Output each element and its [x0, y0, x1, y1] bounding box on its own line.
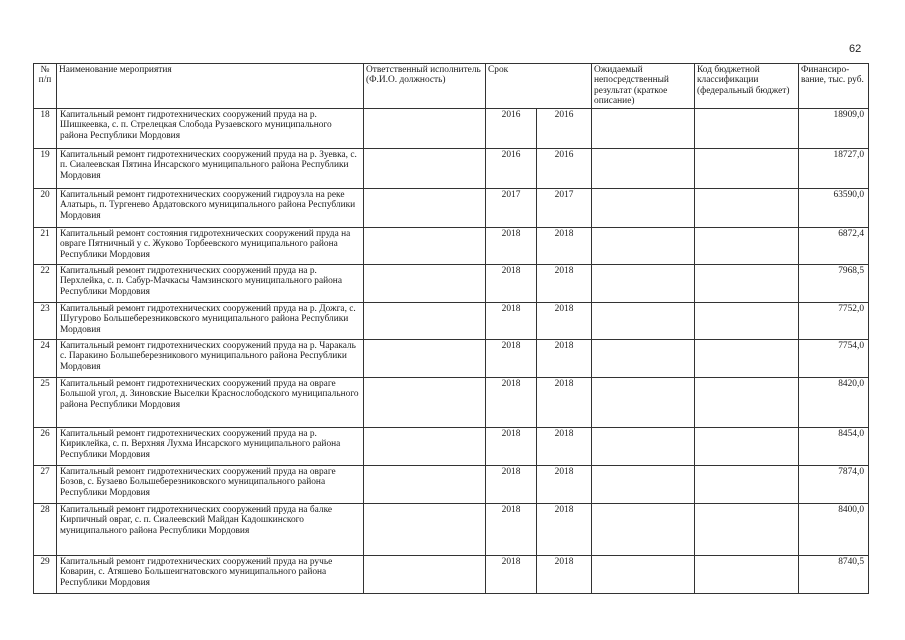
row-name: Капитальный ремонт состояния гидротехнических сооружений пруда на овраге Пятничный у с. Жуково Торбеевского муниципального района Республики Мордовия	[57, 228, 364, 265]
row-num: 18	[34, 109, 57, 149]
row-num: 28	[34, 504, 57, 556]
row-name: Капитальный ремонт гидротехнических сооружений пруда на овраге Большой угол, д. Зиновские Выселки Краснослободского муниципального района Республики Мордовия	[57, 378, 364, 428]
row-financing: 8740,5	[799, 556, 869, 594]
table-row	[34, 303, 869, 340]
row-result	[592, 265, 695, 303]
row-budget-code	[695, 303, 799, 340]
row-name: Капитальный ремонт гидротехнических сооружений пруда на р. Зуевка, с. п. Сиалеевская Пятина Инсарского муниципального района Республики Мордовия	[57, 149, 364, 189]
row-end-year: 2018	[537, 340, 592, 378]
row-start-year: 2018	[486, 466, 537, 504]
row-start-year: 2018	[486, 378, 537, 428]
row-name: Капитальный ремонт гидротехнических сооружений гидроузла на реке Алатырь, п. Тургенево Ардатовского муниципального района Республики Мордовия	[57, 189, 364, 228]
events-table	[33, 63, 869, 594]
row-budget-code	[695, 428, 799, 466]
row-responsible	[364, 340, 486, 378]
table-row	[34, 189, 869, 228]
row-start-year: 2017	[486, 189, 537, 228]
row-name: Капитальный ремонт гидротехнических сооружений пруда на р. Шишкеевка, с. п. Стрелецкая Слобода Рузаевского муниципального района Республики Мордовия	[57, 109, 364, 149]
row-num: 19	[34, 149, 57, 189]
row-financing: 18909,0	[799, 109, 869, 149]
table-row	[34, 466, 869, 504]
table-row	[34, 109, 869, 149]
row-responsible	[364, 378, 486, 428]
row-responsible	[364, 109, 486, 149]
row-num: 22	[34, 265, 57, 303]
row-budget-code	[695, 340, 799, 378]
header-responsible: Ответственный исполнитель (Ф.И.О. должность)	[364, 64, 486, 109]
row-result	[592, 228, 695, 265]
row-responsible	[364, 149, 486, 189]
row-name: Капитальный ремонт гидротехнических сооружений пруда на овраге Бозов, с. Бузаево Большеберезниковского муниципального района Республики Мордовия	[57, 466, 364, 504]
row-name: Капитальный ремонт гидротехнических сооружений пруда на ручье Коварин, с. Атяшево Большеигнатовского муниципального района Республики Мордовия	[57, 556, 364, 594]
row-end-year: 2018	[537, 265, 592, 303]
row-start-year: 2016	[486, 109, 537, 149]
row-start-year: 2016	[486, 149, 537, 189]
row-num: 27	[34, 466, 57, 504]
row-responsible	[364, 556, 486, 594]
row-name: Капитальный ремонт гидротехнических сооружений пруда на р. Кириклейка, с. п. Верхняя Лухма Инсарского муниципального района Республики Мордовия	[57, 428, 364, 466]
table-row	[34, 504, 869, 556]
table-row	[34, 149, 869, 189]
row-responsible	[364, 504, 486, 556]
row-financing: 8400,0	[799, 504, 869, 556]
row-result	[592, 556, 695, 594]
row-budget-code	[695, 466, 799, 504]
row-num: 29	[34, 556, 57, 594]
row-num: 23	[34, 303, 57, 340]
row-end-year: 2018	[537, 428, 592, 466]
row-financing: 7874,0	[799, 466, 869, 504]
row-num: 24	[34, 340, 57, 378]
row-num: 21	[34, 228, 57, 265]
header-financing: Финансиро-вание, тыс. руб.	[799, 64, 869, 109]
table-row	[34, 265, 869, 303]
row-responsible	[364, 228, 486, 265]
row-result	[592, 428, 695, 466]
row-financing: 7752,0	[799, 303, 869, 340]
row-financing: 8454,0	[799, 428, 869, 466]
row-financing: 63590,0	[799, 189, 869, 228]
row-responsible	[364, 428, 486, 466]
row-budget-code	[695, 556, 799, 594]
row-start-year: 2018	[486, 428, 537, 466]
row-budget-code	[695, 265, 799, 303]
table-row	[34, 340, 869, 378]
header-term: Срок	[486, 64, 592, 109]
page-number: 62	[849, 43, 862, 55]
row-end-year: 2018	[537, 303, 592, 340]
row-num: 25	[34, 378, 57, 428]
row-budget-code	[695, 378, 799, 428]
row-start-year: 2018	[486, 228, 537, 265]
row-budget-code	[695, 228, 799, 265]
row-responsible	[364, 303, 486, 340]
row-financing: 7754,0	[799, 340, 869, 378]
row-result	[592, 378, 695, 428]
row-end-year: 2016	[537, 109, 592, 149]
row-start-year: 2018	[486, 265, 537, 303]
row-financing: 7968,5	[799, 265, 869, 303]
row-budget-code	[695, 504, 799, 556]
header-budget-code: Код бюджетной классификации (федеральный бюджет)	[695, 64, 799, 109]
row-result	[592, 466, 695, 504]
row-start-year: 2018	[486, 556, 537, 594]
row-result	[592, 340, 695, 378]
row-end-year: 2018	[537, 228, 592, 265]
row-end-year: 2018	[537, 504, 592, 556]
row-end-year: 2018	[537, 378, 592, 428]
row-end-year: 2017	[537, 189, 592, 228]
table-row	[34, 556, 869, 594]
row-start-year: 2018	[486, 504, 537, 556]
row-responsible	[364, 466, 486, 504]
row-budget-code	[695, 109, 799, 149]
row-num: 20	[34, 189, 57, 228]
row-result	[592, 303, 695, 340]
row-start-year: 2018	[486, 340, 537, 378]
row-name: Капитальный ремонт гидротехнических сооружений пруда на балке Кирпичный овраг, с. п. Сиалеевский Майдан Кадошкинского муниципального района Республики Мордовия	[57, 504, 364, 556]
row-start-year: 2018	[486, 303, 537, 340]
table-row	[34, 378, 869, 428]
row-result	[592, 504, 695, 556]
row-end-year: 2018	[537, 556, 592, 594]
row-financing: 6872,4	[799, 228, 869, 265]
row-name: Капитальный ремонт гидротехнических сооружений пруда на р. Перхлейка, с. п. Сабур-Мачкасы Чамзинского муниципального района Республики Мордовия	[57, 265, 364, 303]
header-num: № п/п	[34, 64, 57, 109]
row-name: Капитальный ремонт гидротехнических сооружений пруда на р. Чаракаль с. Паракино Большеберезникового муниципального района Республики Мордовия	[57, 340, 364, 378]
header-name: Наименование мероприятия	[57, 64, 364, 109]
row-result	[592, 189, 695, 228]
row-end-year: 2018	[537, 466, 592, 504]
row-budget-code	[695, 149, 799, 189]
row-responsible	[364, 189, 486, 228]
row-num: 26	[34, 428, 57, 466]
row-end-year: 2016	[537, 149, 592, 189]
row-result	[592, 149, 695, 189]
row-financing: 8420,0	[799, 378, 869, 428]
header-result: Ожидаемый непосредственный результат (краткое описание)	[592, 64, 695, 109]
table-row	[34, 428, 869, 466]
header-row	[34, 64, 869, 109]
row-name: Капитальный ремонт гидротехнических сооружений пруда на р. Дожга, с. Шугурово Большеберезниковского муниципального района Республики Мордовия	[57, 303, 364, 340]
row-budget-code	[695, 189, 799, 228]
row-financing: 18727,0	[799, 149, 869, 189]
row-result	[592, 109, 695, 149]
row-responsible	[364, 265, 486, 303]
table-row	[34, 228, 869, 265]
